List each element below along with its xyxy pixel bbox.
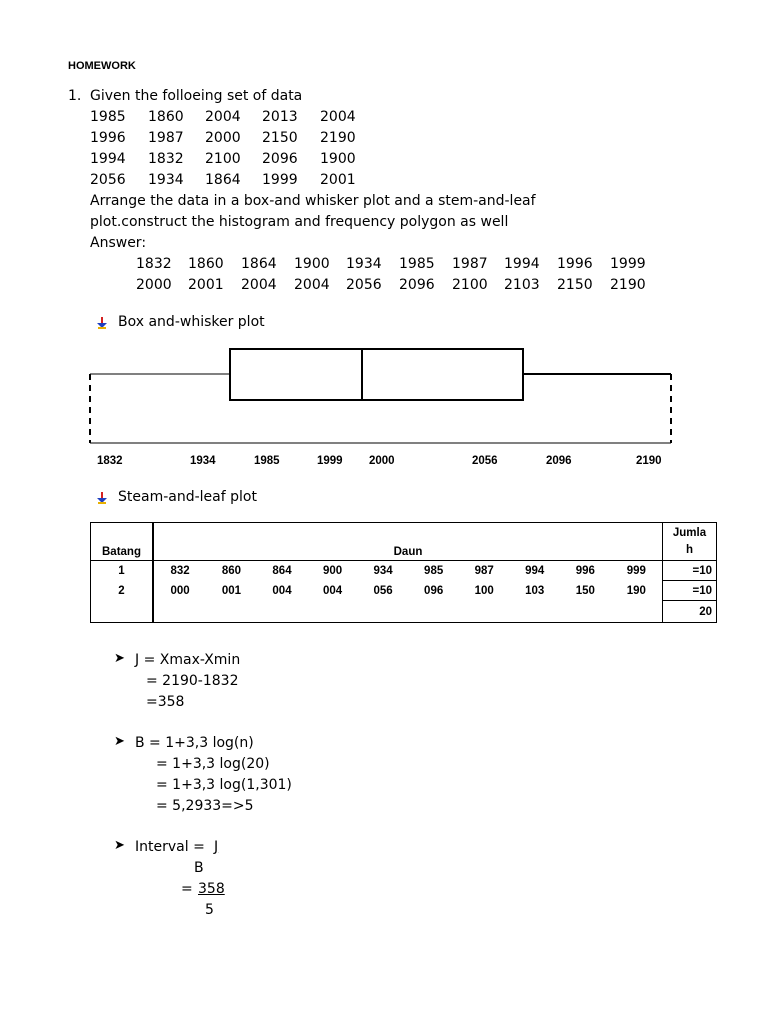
sorted-cell: 1934 <box>346 256 382 272</box>
data-cell: 1996 <box>90 130 126 146</box>
interval-equals: = <box>181 881 198 897</box>
stem-cell: 1 <box>91 561 154 581</box>
axis-label: 1999 <box>317 455 343 467</box>
interval-denominator: B <box>194 860 204 876</box>
data-cell: 1987 <box>148 130 184 146</box>
data-cell: 2190 <box>320 130 356 146</box>
arrow-bullet-icon: ➤ <box>114 651 125 666</box>
instruction-line-2: plot.construct the histogram and frequency polygon as well <box>90 214 509 230</box>
leaf-cell: 860 <box>206 561 257 581</box>
leaf-cell: 100 <box>474 584 494 597</box>
sorted-cell: 1900 <box>294 256 330 272</box>
empty-cell <box>153 601 663 623</box>
data-cell: 2100 <box>205 151 241 167</box>
leaf-cell: 190 <box>626 584 646 597</box>
j-formula: J = Xmax-Xmin <box>135 652 241 668</box>
sorted-cell: 2000 <box>136 277 172 293</box>
boxplot-title: Box and-whisker plot <box>118 314 265 330</box>
data-cell: 2001 <box>320 172 356 188</box>
total-cell: 20 <box>663 601 717 623</box>
leaf-cell: 001 <box>221 584 242 597</box>
leaf-cell: 994 <box>509 561 560 581</box>
header-leaf: Daun <box>153 523 663 561</box>
data-cell: 1864 <box>205 172 241 188</box>
leaf-cell: 996 <box>560 561 611 581</box>
box-whisker-plot <box>86 344 676 448</box>
axis-label: 2096 <box>546 455 572 467</box>
leaf-cell: 000 <box>153 581 206 601</box>
question-prompt: Given the folloeing set of data <box>90 88 303 104</box>
j-step: = 2190-1832 <box>146 673 239 689</box>
table-row <box>91 581 717 601</box>
data-cell: 2004 <box>205 109 241 125</box>
axis-label: 2190 <box>636 455 662 467</box>
sorted-cell: 2190 <box>610 277 646 293</box>
question-number: 1. <box>68 88 82 104</box>
bullet-arrow-icon <box>96 317 108 329</box>
sorted-cell: 2096 <box>399 277 435 293</box>
sorted-cell: 2056 <box>346 277 382 293</box>
stem-leaf-table <box>90 522 717 623</box>
table-row <box>91 561 717 581</box>
leaf-cell: 987 <box>459 561 510 581</box>
data-cell: 2096 <box>262 151 298 167</box>
sorted-cell: 1860 <box>188 256 224 272</box>
instruction-line-1: Arrange the data in a box-and whisker plot and a stem-and-leaf <box>90 193 536 209</box>
bullet-arrow-icon <box>96 492 108 504</box>
sorted-cell: 1985 <box>399 256 435 272</box>
sorted-data-grid <box>136 254 666 296</box>
header-count-line-2: h <box>685 543 694 556</box>
stemleaf-title: Steam-and-leaf plot <box>118 489 257 505</box>
data-cell: 1999 <box>262 172 298 188</box>
b-result: = 5,2933=>5 <box>156 798 254 814</box>
interval-value-numerator: 358 <box>198 881 225 897</box>
sorted-cell: 1864 <box>241 256 277 272</box>
leaf-cell: 985 <box>408 561 459 581</box>
sorted-cell: 1996 <box>557 256 593 272</box>
data-cell: 1934 <box>148 172 184 188</box>
sorted-cell: 2001 <box>188 277 224 293</box>
data-cell: 2056 <box>90 172 126 188</box>
axis-label: 2000 <box>369 455 395 467</box>
answer-label: Answer: <box>90 235 147 251</box>
data-cell: 2013 <box>262 109 298 125</box>
sorted-cell: 2103 <box>504 277 540 293</box>
sorted-cell: 2100 <box>452 277 488 293</box>
leaf-cell: 004 <box>272 584 292 597</box>
b-formula: B = 1+3,3 log(n) <box>135 735 254 751</box>
data-grid <box>90 107 390 191</box>
leaf-cell: 900 <box>307 561 358 581</box>
axis-label: 2056 <box>472 455 498 467</box>
homework-heading: HOMEWORK <box>68 60 136 72</box>
sorted-cell: 1987 <box>452 256 488 272</box>
sorted-cell: 1832 <box>136 256 172 272</box>
b-step: = 1+3,3 log(20) <box>156 756 270 772</box>
data-cell: 1832 <box>148 151 184 167</box>
header-count-line-1: Jumla <box>672 526 707 539</box>
b-step: = 1+3,3 log(1,301) <box>156 777 292 793</box>
header-count <box>663 523 717 561</box>
stem-cell: 2 <box>91 581 154 601</box>
j-result: =358 <box>146 694 185 710</box>
data-cell: 2150 <box>262 130 298 146</box>
axis-label: 1985 <box>254 455 280 467</box>
axis-label: 1934 <box>190 455 216 467</box>
sorted-cell: 2004 <box>294 277 330 293</box>
leaf-cell: 934 <box>358 561 409 581</box>
leaf-cell: 056 <box>373 584 393 597</box>
data-cell: 1900 <box>320 151 356 167</box>
data-cell: 2000 <box>205 130 241 146</box>
interval-label: Interval = <box>135 839 210 855</box>
leaf-cell: 103 <box>525 584 545 597</box>
count-cell: =10 <box>663 581 717 601</box>
arrow-bullet-icon: ➤ <box>114 734 125 749</box>
sorted-cell: 1999 <box>610 256 646 272</box>
leaf-cell: 832 <box>153 561 206 581</box>
sorted-cell: 1994 <box>504 256 540 272</box>
leaf-cell: 004 <box>322 584 343 597</box>
leaf-cell: 864 <box>257 561 308 581</box>
data-cell: 2004 <box>320 109 356 125</box>
sorted-cell: 2150 <box>557 277 593 293</box>
box <box>230 349 523 400</box>
sorted-cell: 2004 <box>241 277 277 293</box>
empty-cell <box>91 601 154 623</box>
leaf-cell: 999 <box>611 561 663 581</box>
table-row <box>91 601 717 623</box>
data-cell: 1985 <box>90 109 126 125</box>
leaf-cell: 150 <box>575 584 595 597</box>
axis-label: 1832 <box>97 455 123 467</box>
data-cell: 1994 <box>90 151 126 167</box>
arrow-bullet-icon: ➤ <box>114 838 125 853</box>
interval-numerator: J <box>214 839 219 855</box>
leaf-cell: 096 <box>424 584 444 597</box>
count-cell: =10 <box>663 561 717 581</box>
header-stem: Batang <box>91 523 154 561</box>
data-cell: 1860 <box>148 109 184 125</box>
interval-value-denominator: 5 <box>205 902 214 918</box>
